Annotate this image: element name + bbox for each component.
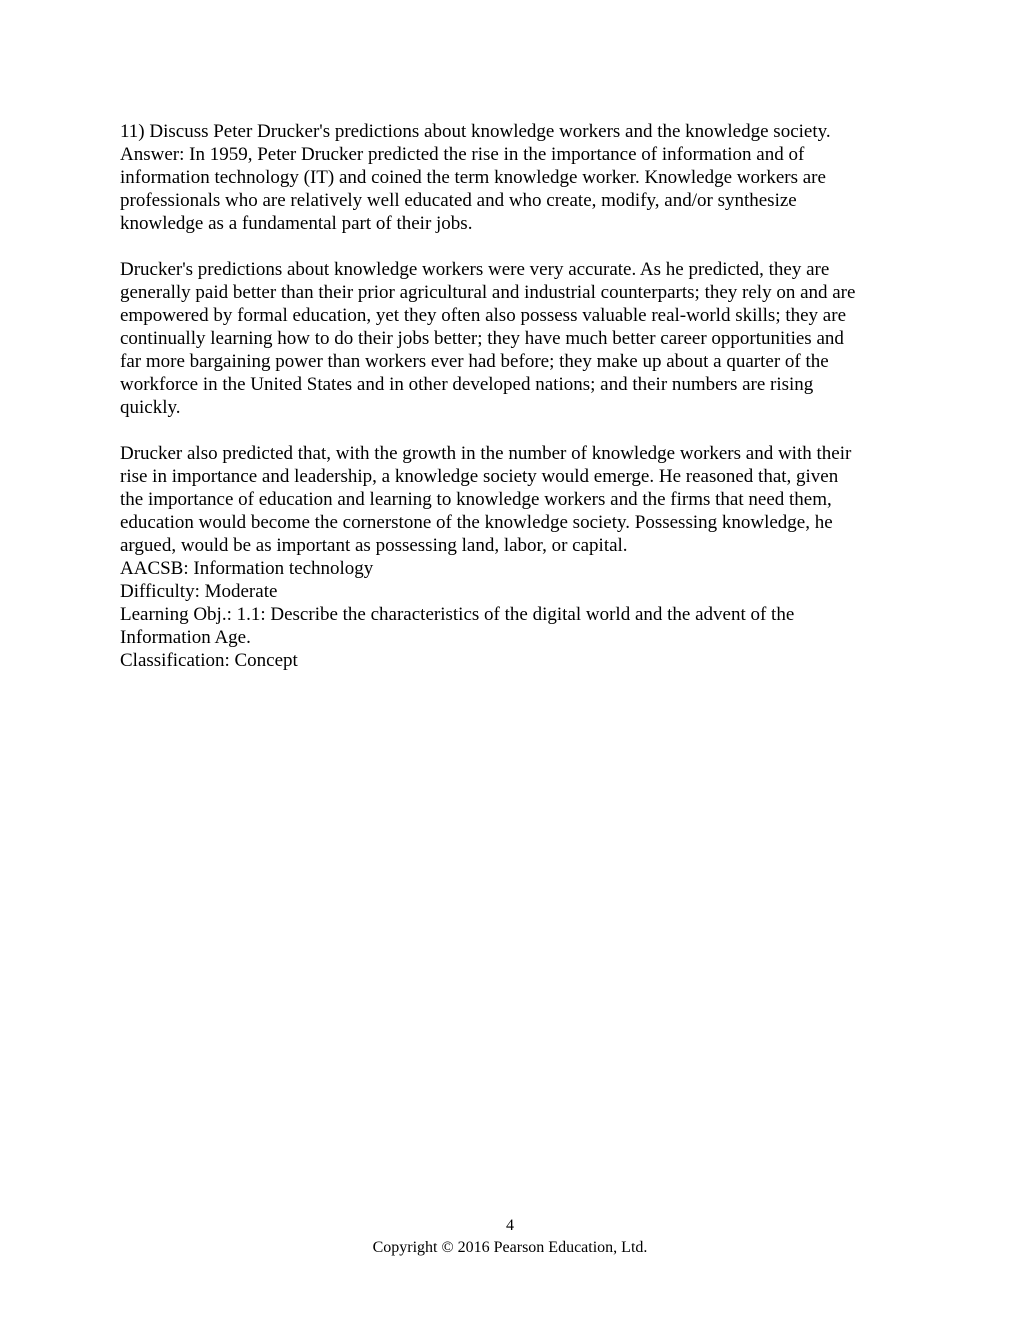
question-block: [120, 120, 910, 235]
aacsb-tag: AACSB: Information technology: [120, 558, 374, 579]
classification-tag: Classification: Concept: [120, 650, 298, 671]
answer-paragraph-2: [120, 258, 910, 419]
paragraph-line: far more bargaining power than workers ever had before; they make up about a quarter of the: [120, 351, 829, 372]
answer-line: Answer: In 1959, Peter Drucker predicted the rise in the importance of information and of: [120, 144, 805, 165]
paragraph-line: continually learning how to do their jobs better; they have much better career opportunities and: [120, 328, 844, 349]
paragraph-line: Drucker's predictions about knowledge workers were very accurate. As he predicted, they are: [120, 259, 830, 280]
answer-line: professionals who are relatively well educated and who create, modify, and/or synthesize: [120, 190, 797, 211]
paragraph-line: generally paid better than their prior agricultural and industrial counterparts; they rely on and are: [120, 282, 856, 303]
paragraph-line: education would become the cornerstone of the knowledge society. Possessing knowledge, he: [120, 512, 833, 533]
paragraph-line: Drucker also predicted that, with the growth in the number of knowledge workers and with their: [120, 443, 852, 464]
question-metadata: [120, 557, 910, 672]
answer-line: knowledge as a fundamental part of their jobs.: [120, 213, 473, 234]
paragraph-line: quickly.: [120, 397, 181, 418]
page-number: 4: [506, 1217, 514, 1234]
paragraph-line: rise in importance and leadership, a knowledge society would emerge. He reasoned that, given: [120, 466, 839, 487]
question-prompt: 11) Discuss Peter Drucker's predictions about knowledge workers and the knowledge society.: [120, 121, 831, 142]
learning-objective-line: Learning Obj.: 1.1: Describe the characteristics of the digital world and the advent of the: [120, 604, 795, 625]
copyright-notice: Copyright © 2016 Pearson Education, Ltd.: [372, 1239, 648, 1256]
paragraph-line: argued, would be as important as possessing land, labor, or capital.: [120, 535, 628, 556]
paragraph-line: the importance of education and learning to knowledge workers and the firms that need them,: [120, 489, 832, 510]
learning-objective-line: Information Age.: [120, 627, 251, 648]
difficulty-tag: Difficulty: Moderate: [120, 581, 278, 602]
paragraph-line: empowered by formal education, yet they often also possess valuable real-world skills; they are: [120, 305, 846, 326]
answer-line: information technology (IT) and coined the term knowledge worker. Knowledge workers are: [120, 167, 826, 188]
answer-paragraph-3: [120, 442, 910, 557]
document-body: [120, 120, 910, 672]
paragraph-line: workforce in the United States and in other developed nations; and their numbers are rising: [120, 374, 814, 395]
